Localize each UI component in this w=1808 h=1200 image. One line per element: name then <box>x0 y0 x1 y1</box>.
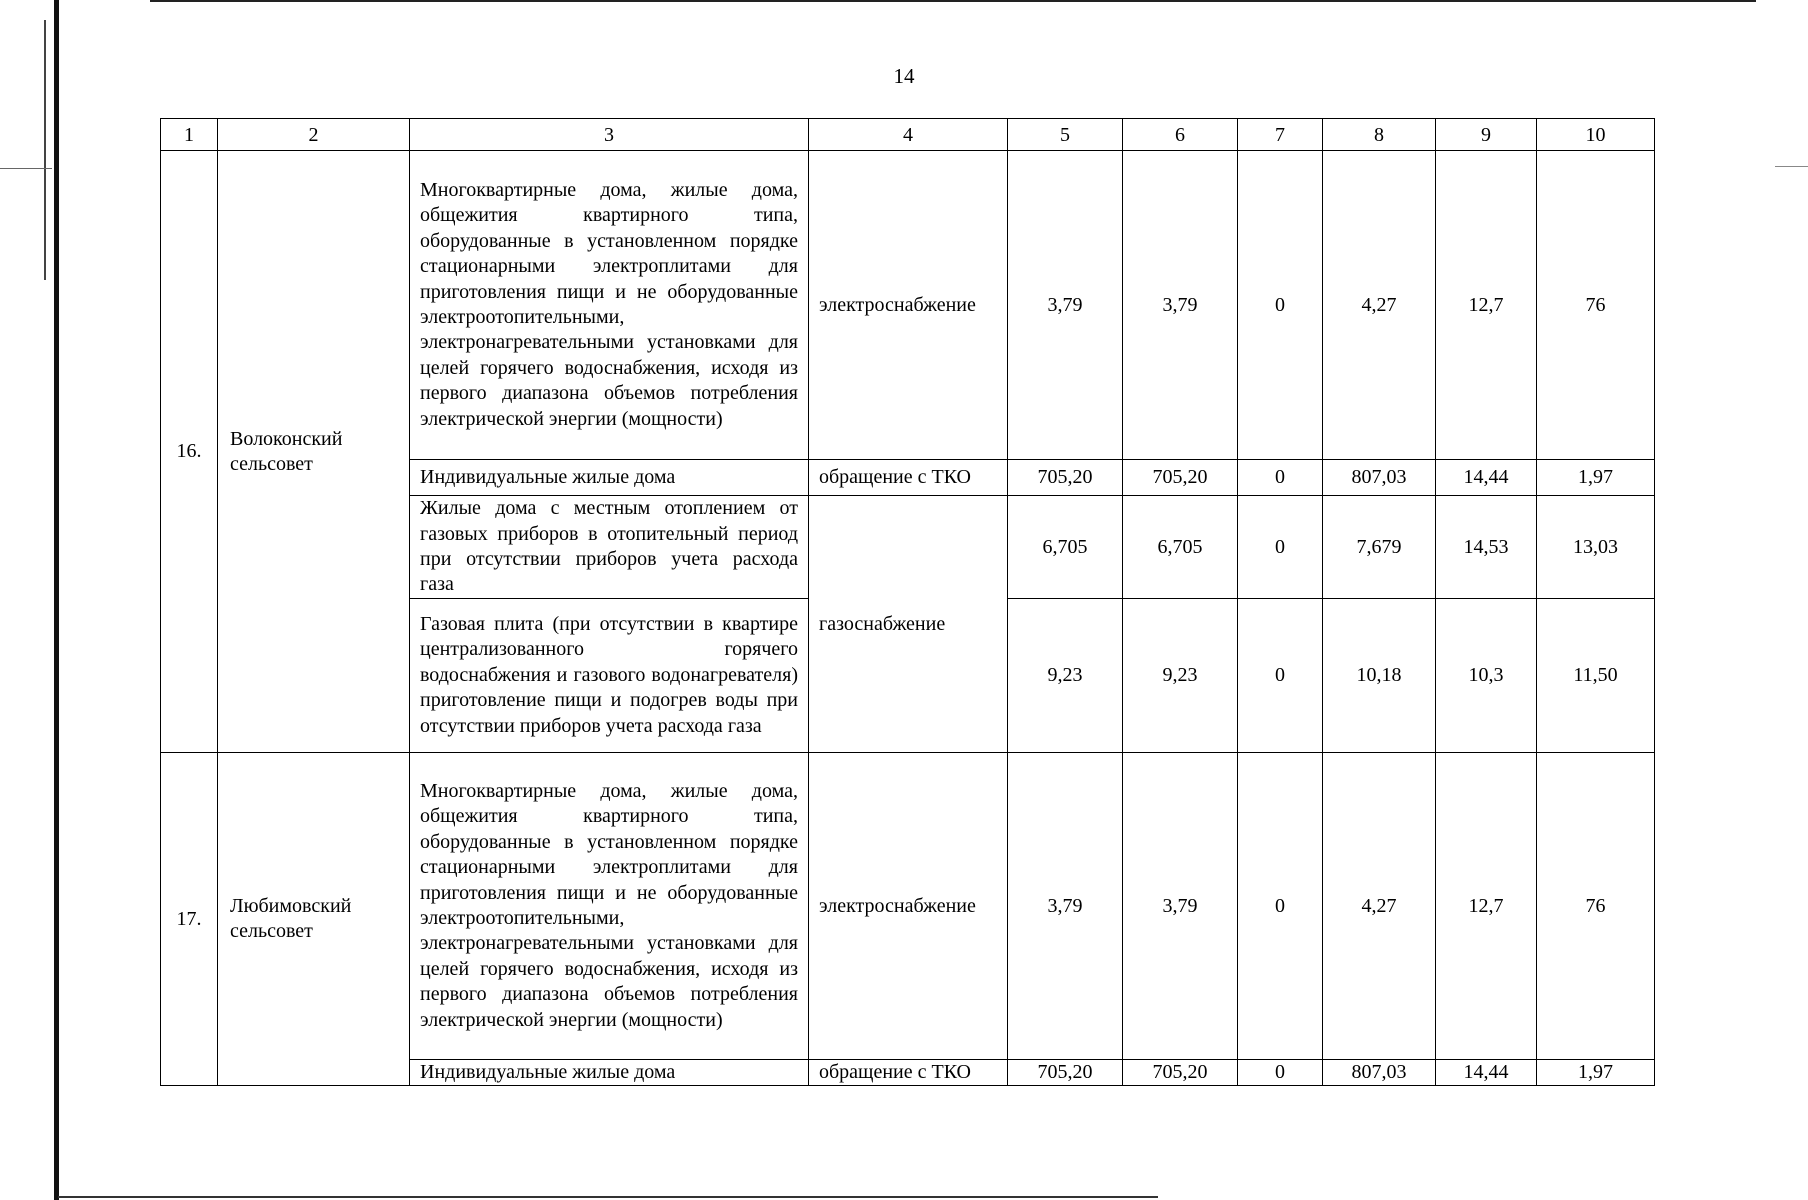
scan-mark-right <box>1775 166 1808 167</box>
value-cell: 13,03 <box>1537 496 1655 599</box>
header-row <box>161 119 1655 151</box>
value-cell: 76 <box>1537 151 1655 460</box>
service-type: электроснабжение <box>809 151 1008 460</box>
service-type: обращение с ТКО <box>809 460 1008 496</box>
header-cell: 8 <box>1323 119 1436 151</box>
table-row <box>161 151 1655 460</box>
value-cell: 7,679 <box>1323 496 1436 599</box>
value-cell: 11,50 <box>1537 599 1655 753</box>
value-cell: 705,20 <box>1123 460 1238 496</box>
value-cell: 807,03 <box>1323 1060 1436 1086</box>
scan-binding-shadow <box>44 20 46 280</box>
value-cell: 705,20 <box>1008 1060 1123 1086</box>
value-cell: 6,705 <box>1123 496 1238 599</box>
value-cell: 14,44 <box>1436 1060 1537 1086</box>
municipality-name: Волоконский сельсовет <box>218 151 410 753</box>
value-cell: 14,44 <box>1436 460 1537 496</box>
value-cell: 1,97 <box>1537 460 1655 496</box>
value-cell: 9,23 <box>1008 599 1123 753</box>
value-cell: 3,79 <box>1008 151 1123 460</box>
value-cell: 705,20 <box>1123 1060 1238 1086</box>
value-cell: 0 <box>1238 599 1323 753</box>
value-cell: 807,03 <box>1323 460 1436 496</box>
value-cell: 10,18 <box>1323 599 1436 753</box>
value-cell: 0 <box>1238 460 1323 496</box>
value-cell: 6,705 <box>1008 496 1123 599</box>
service-type: газоснабжение <box>809 496 1008 753</box>
header-cell: 2 <box>218 119 410 151</box>
tariff-table <box>160 118 1655 1086</box>
value-cell: 0 <box>1238 151 1323 460</box>
value-cell: 9,23 <box>1123 599 1238 753</box>
value-cell: 0 <box>1238 753 1323 1060</box>
table-row <box>161 753 1655 1060</box>
row-number: 16. <box>161 151 218 753</box>
header-cell: 10 <box>1537 119 1655 151</box>
scan-top-edge <box>150 0 1756 2</box>
consumer-category: Индивидуальные жилые дома <box>410 1060 809 1086</box>
scan-bottom-edge <box>58 1196 1158 1198</box>
value-cell: 12,7 <box>1436 151 1537 460</box>
header-cell: 6 <box>1123 119 1238 151</box>
service-type: электроснабжение <box>809 753 1008 1060</box>
value-cell: 4,27 <box>1323 151 1436 460</box>
value-cell: 3,79 <box>1123 753 1238 1060</box>
value-cell: 705,20 <box>1008 460 1123 496</box>
header-cell: 3 <box>410 119 809 151</box>
header-cell: 4 <box>809 119 1008 151</box>
consumer-category: Многоквартирные дома, жилые дома, общежития квартирного типа, оборудованные в установленном порядке стационарными электроплитами для приготовления пищи и не оборудованные электроотопительными, электронагревательными установками для целей горячего водоснабжения, исходя из первого диапазона объемов потребления электрической энергии (мощности) <box>410 753 809 1060</box>
value-cell: 0 <box>1238 1060 1323 1086</box>
value-cell: 1,97 <box>1537 1060 1655 1086</box>
row-number: 17. <box>161 753 218 1086</box>
consumer-category: Индивидуальные жилые дома <box>410 460 809 496</box>
header-cell: 9 <box>1436 119 1537 151</box>
value-cell: 4,27 <box>1323 753 1436 1060</box>
value-cell: 10,3 <box>1436 599 1537 753</box>
value-cell: 3,79 <box>1123 151 1238 460</box>
value-cell: 0 <box>1238 496 1323 599</box>
page-number: 14 <box>893 64 915 88</box>
scan-mark-left <box>0 168 52 169</box>
value-cell: 76 <box>1537 753 1655 1060</box>
header-cell: 7 <box>1238 119 1323 151</box>
service-type: обращение с ТКО <box>809 1060 1008 1086</box>
value-cell: 12,7 <box>1436 753 1537 1060</box>
consumer-category: Газовая плита (при отсутствии в квартире централизованного горячего водоснабжения и газового водонагревателя) приготовление пищи и подогрев воды при отсутствии приборов учета расхода газа <box>410 599 809 753</box>
value-cell: 14,53 <box>1436 496 1537 599</box>
scan-binding-edge <box>54 0 59 1200</box>
consumer-category: Жилые дома с местным отоплением от газовых приборов в отопительный период при отсутствии приборов учета расхода газа <box>410 496 809 599</box>
header-cell: 1 <box>161 119 218 151</box>
value-cell: 3,79 <box>1008 753 1123 1060</box>
header-cell: 5 <box>1008 119 1123 151</box>
consumer-category: Многоквартирные дома, жилые дома, общежития квартирного типа, оборудованные в установленном порядке стационарными электроплитами для приготовления пищи и не оборудованные электроотопительными, электронагревательными установками для целей горячего водоснабжения, исходя из первого диапазона объемов потребления электрической энергии (мощности) <box>410 151 809 460</box>
municipality-name: Любимовский сельсовет <box>218 753 410 1086</box>
